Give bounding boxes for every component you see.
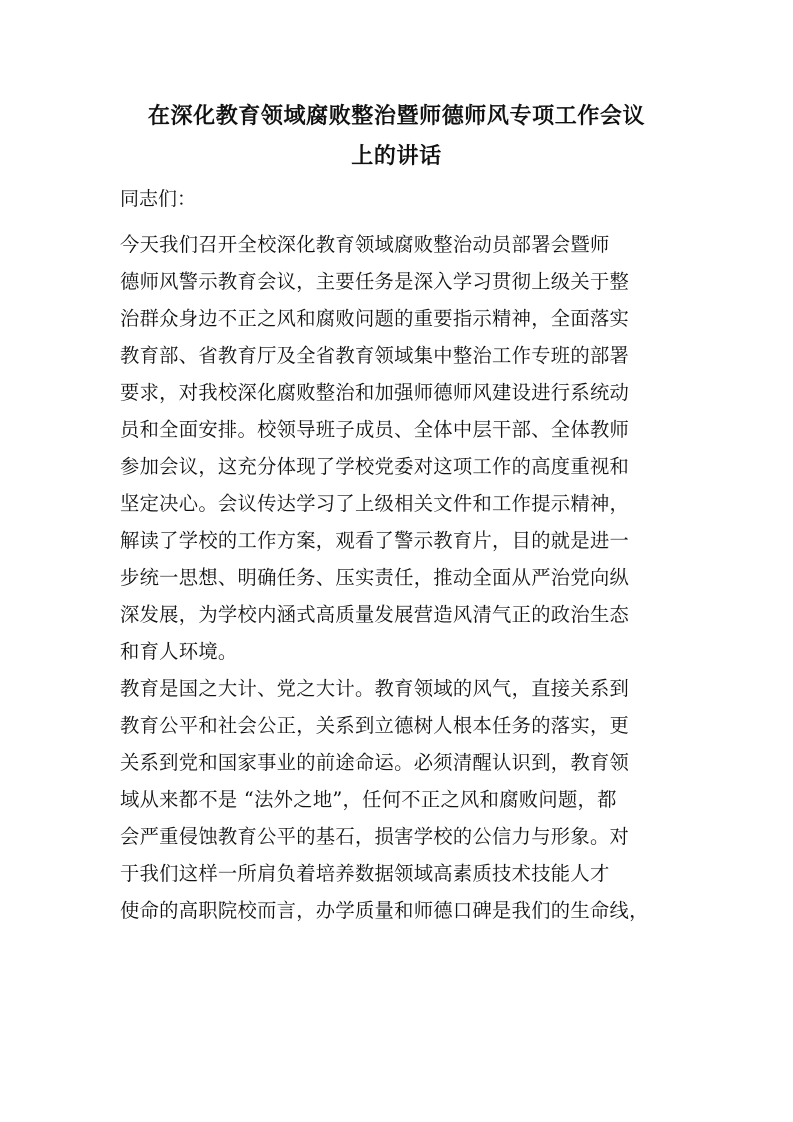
text-line: 教育部、省教育厅及全省教育领域集中整治工作专班的部署	[120, 344, 630, 367]
text-line: 教育是国之大计、党之大计。教育领域的风气，直接关系到	[120, 677, 630, 700]
text-line: 会严重侵蚀教育公平的基石，损害学校的公信力与形象。对	[120, 825, 630, 848]
text-line: 治群众身边不正之风和腐败问题的重要指示精神，全面落实	[120, 307, 630, 330]
text-line: 域从来都不是 “法外之地”，任何不正之风和腐败问题，都	[120, 788, 617, 811]
text-line: 使命的高职院校而言，办学质量和师德口碑是我们的生命线，	[120, 899, 649, 922]
text-line: 坚定决心。会议传达学习了上级相关文件和工作提示精神，	[120, 492, 630, 515]
paragraph-1	[120, 226, 680, 670]
text-line: 步统一思想、明确任务、压实责任，推动全面从严治党向纵	[120, 566, 630, 589]
text-line: 和育人环境。	[120, 640, 238, 663]
text-line: 员和全面安排。校领导班子成员、全体中层干部、全体教师	[120, 418, 630, 441]
title-line-1: 在深化教育领域腐败整治暨师德师风专项工作会议	[147, 103, 646, 129]
text-line: 关系到党和国家事业的前途命运。必须清醒认识到，教育领	[120, 751, 630, 774]
document-body	[120, 226, 680, 929]
text-line: 教育公平和社会公正，关系到立德树人根本任务的落实，更	[120, 714, 630, 737]
text-line: 要求，对我校深化腐败整治和加强师德师风建设进行系统动	[120, 381, 630, 404]
title-line-2: 上的讲话	[351, 143, 442, 169]
text-line: 德师风警示教育会议，主要任务是深入学习贯彻上级关于整	[120, 270, 630, 293]
text-line: 参加会议，这充分体现了学校党委对这项工作的高度重视和	[120, 455, 630, 478]
paragraph-2	[120, 670, 680, 929]
document-title	[120, 96, 673, 176]
text-line: 解读了学校的工作方案，观看了警示教育片，目的就是进一	[120, 529, 630, 552]
text-line: 于我们这样一所肩负着培养数据领域高素质技术技能人才	[120, 862, 610, 885]
text-line: 深发展，为学校内涵式高质量发展营造风清气正的政治生态	[120, 603, 630, 626]
salutation: 同志们：	[120, 188, 197, 210]
text-line: 今天我们召开全校深化教育领域腐败整治动员部署会暨师	[120, 233, 610, 256]
